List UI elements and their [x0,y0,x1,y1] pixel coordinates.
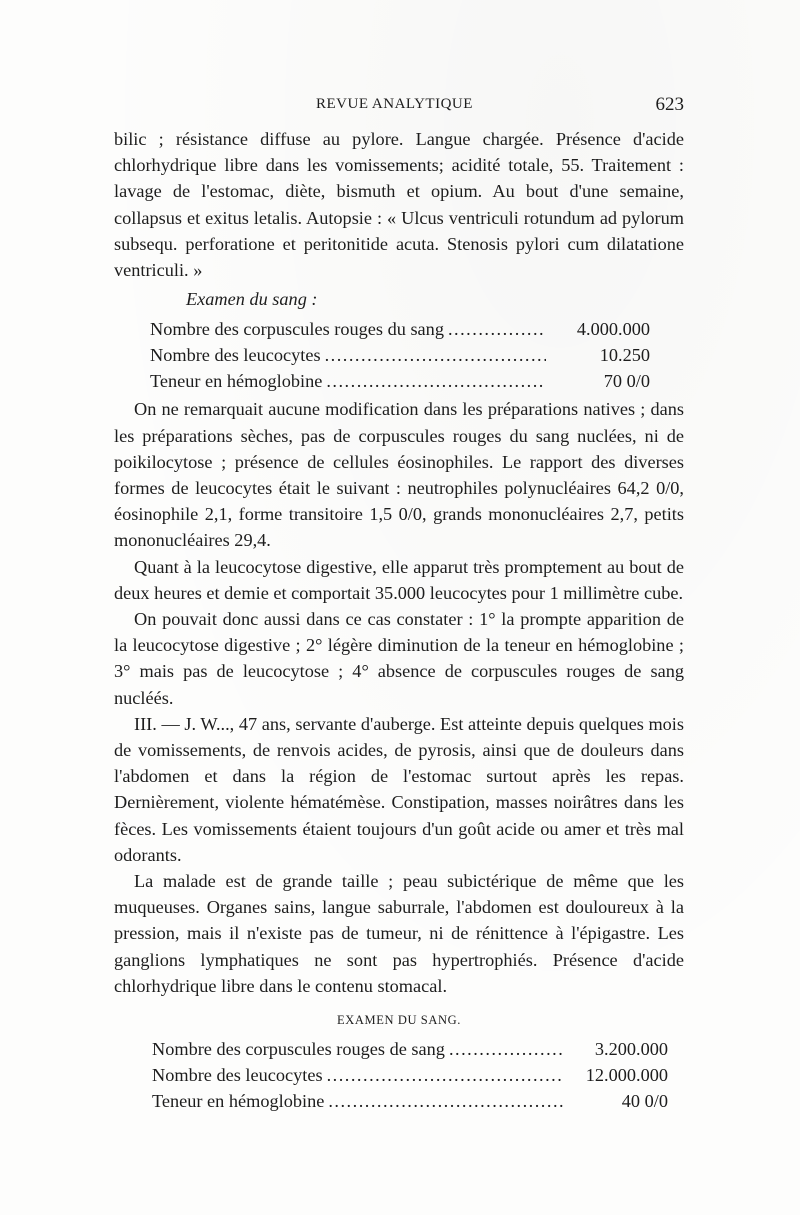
row-value: 10.250 [599,345,650,366]
leader-dots [326,368,546,394]
row-value: 3.200.000 [594,1039,668,1060]
row-label: Teneur en hémoglobine [150,371,323,392]
blood-exam-table-2 [152,1036,668,1114]
row-value: 70 0/0 [603,371,650,392]
leader-dots [449,1036,564,1062]
table-row [152,1036,668,1062]
row-value: 4.000.000 [576,319,650,340]
paragraph-4: On pouvait donc aussi dans ce cas constater : 1° la prompte apparition de la leucocytose digestive ; 2° légère diminution de la teneur en hémoglobine ; 3° mais pas de leucocytose ; 4° absence de corpuscules rouges de sang nucléés. [114,609,684,708]
leader-dots [327,1062,564,1088]
running-head [112,94,684,124]
table-row [152,1088,668,1114]
section-heading-examen-du-sang: EXAMEN DU SANG. [337,1013,461,1028]
paragraph-5: III. — J. W..., 47 ans, servante d'auberge. Est atteinte depuis quelques mois de vomissements, de renvois acides, de pyrosis, ainsi que de douleurs dans l'abdomen et dans la région de l'estomac surtout après les repas. Dernièrement, violente hématémèse. Constipation, masses noirâtres dans les fèces. Les vomissements étaient toujours d'un goût acide ou amer et très mal odorants. [114,713,684,865]
leader-dots [325,342,546,368]
subheading-examen-du-sang: Examen du sang : [186,289,318,310]
table-row [152,1062,668,1088]
leader-dots [328,1088,564,1114]
row-label: Nombre des leucocytes [152,1065,323,1086]
row-value: 12.000.000 [585,1065,668,1086]
row-value: 40 0/0 [621,1091,668,1112]
blood-exam-table-1 [150,316,650,394]
paragraph-3: Quant à la leucocytose digestive, elle apparut très promptement au bout de deux heures et demie et comportait 35.000 leucocytes pour 1 millimètre cube. [114,556,684,603]
leader-dots [448,316,546,342]
paragraph-6: La malade est de grande taille ; peau subictérique de même que les muqueuses. Organes sains, langue saburrale, l'abdomen est douloureux à la pression, mais il n'existe pas de tumeur, ni de rénittence à l'épigastre. Les ganglions lymphatiques ne sont pas hypertrophiés. Présence d'acide chlorhydrique libre dans le contenu stomacal. [114,871,684,996]
row-label: Nombre des corpuscules rouges de sang [152,1039,445,1060]
row-label: Nombre des corpuscules rouges du sang [150,319,444,340]
row-label: Nombre des leucocytes [150,345,321,366]
page-number: 623 [655,94,684,115]
running-title: REVUE ANALYTIQUE [316,96,473,112]
table-row [150,368,650,394]
table-row [150,342,650,368]
paragraph-2: On ne remarquait aucune modification dans les préparations natives ; dans les préparations sèches, pas de corpuscules rouges du sang nuclées, ni de poikilocytose ; présence de cellules éosinophiles. Le rapport des diverses formes de leucocytes était le suivant : neutrophiles polynucléaires 64,2 0/0, éosinophile 2,1, forme transitoire 1,5 0/0, grands mononucléaires 2,7, petits mononucléaires 29,4. [114,399,684,551]
table-row [150,316,650,342]
row-label: Teneur en hémoglobine [152,1091,325,1112]
page-body [114,126,684,1114]
paragraph-1: bilic ; résistance diffuse au pylore. Langue chargée. Présence d'acide chlorhydrique libre dans les vomissements; acidité totale, 55. Traitement : lavage de l'estomac, diète, bismuth et opium. Au bout d'une semaine, collapsus et exitus letalis. Autopsie : « Ulcus ventriculi rotundum ad pylorum subsequ. perforatione et peritonitide acuta. Stenosis pylori cum dilatatione ventriculi. » [114,129,684,281]
